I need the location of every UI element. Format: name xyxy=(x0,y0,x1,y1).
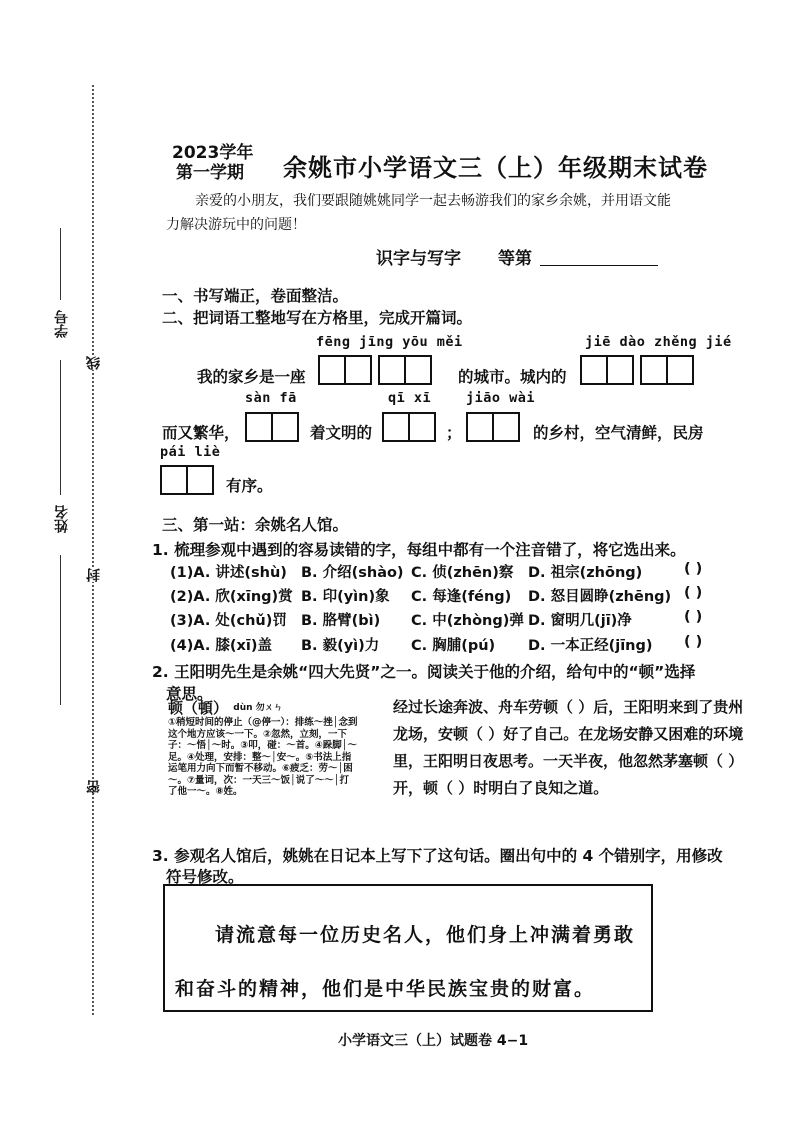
choice-option: C. 侦(zhēn)察 xyxy=(411,565,514,581)
answer-box[interactable] xyxy=(404,355,432,385)
pinyin-qixi: qī xī xyxy=(388,390,432,406)
diary-line-1: 请流意每一位历史名人，他们身上冲满着勇敢 xyxy=(215,924,636,946)
choice-option: D. 窗明几(jī)净 xyxy=(528,613,632,629)
choice-option: (3)A. 处(chǔ)罚 xyxy=(170,613,287,629)
dictionary-char: 顿（頓） xyxy=(168,700,229,717)
seal-mark-mi: 密 xyxy=(86,780,102,794)
sub-question-3-line-2: 符号修改。 xyxy=(166,868,244,886)
name-underline xyxy=(60,360,61,495)
boxes-fengjing-youmei xyxy=(318,355,438,385)
sentence-2d: 的乡村，空气清鲜，民房 xyxy=(533,424,704,442)
question-1: 一、书写端正，卷面整洁。 xyxy=(162,287,349,305)
answer-box[interactable] xyxy=(640,355,668,385)
name-label: 姓名 xyxy=(54,505,70,533)
answer-box[interactable] xyxy=(408,412,436,442)
sentence-2b: 着文明的 xyxy=(310,424,373,442)
choice-option: C. 中(zhòng)弹 xyxy=(411,613,524,629)
sub-question-2-line-1: 2. 王阳明先生是余姚“四大先贤”之一。阅读关于他的介绍，给句中的“顿”选择 xyxy=(152,663,696,681)
student-id-underline xyxy=(60,228,61,300)
sub-question-3-line-1: 3. 参观名人馆后，姚姚在日记本上写下了这句话。圈出句中的 4 个错别字，用修改 xyxy=(152,847,723,865)
seal-mark-feng: 封 xyxy=(86,568,102,582)
choice-option: D. 祖宗(zhōng) xyxy=(528,565,643,581)
answer-box[interactable] xyxy=(378,355,406,385)
choice-option: B. 毅(yì)力 xyxy=(301,638,380,654)
dictionary-entry xyxy=(168,700,358,840)
answer-parentheses[interactable]: ( ) xyxy=(684,561,703,577)
sentence-3a: 有序。 xyxy=(226,477,273,495)
answer-parentheses[interactable]: ( ) xyxy=(684,585,703,601)
answer-box[interactable] xyxy=(580,355,608,385)
answer-box[interactable] xyxy=(186,465,214,495)
sentence-2c: ； xyxy=(446,424,462,442)
question-3: 三、第一站：余姚名人馆。 xyxy=(162,516,349,534)
answer-box[interactable] xyxy=(245,412,273,442)
answer-box[interactable] xyxy=(160,465,188,495)
boxes-sanfa xyxy=(245,412,305,442)
section-title: 识字与写字 xyxy=(376,249,461,269)
choice-option: (1)A. 讲述(shù) xyxy=(170,565,287,581)
pinyin-pailie: pái liè xyxy=(160,444,221,460)
choice-option: C. 胸脯(pú) xyxy=(411,638,496,654)
choice-option: D. 一本正经(jīng) xyxy=(528,638,653,654)
boxes-jiaowai xyxy=(466,412,526,442)
pinyin-sanfa: sàn fā xyxy=(245,390,297,406)
choice-option: B. 介绍(shào) xyxy=(301,565,404,581)
choice-option: (4)A. 膝(xī)盖 xyxy=(170,638,272,654)
answer-box[interactable] xyxy=(666,355,694,385)
boxes-pailie xyxy=(160,465,220,495)
reading-passage: 经过长途奔波、舟车劳顿（ ）后，王阳明来到了贵州龙场，安顿（ ）好了自己。在龙场安静又困难的环境里，王阳明日夜思考。一天半夜，他忽然茅塞顿（ ）开，顿（ ）时明白了良知之道。 xyxy=(393,698,744,797)
answer-box[interactable] xyxy=(466,412,494,442)
choice-option: B. 胳臂(bì) xyxy=(301,613,381,629)
answer-box[interactable] xyxy=(492,412,520,442)
grade-blank[interactable] xyxy=(540,265,658,266)
sentence-2a: 而又繁华， xyxy=(162,424,240,442)
answer-box[interactable] xyxy=(606,355,634,385)
dictionary-headword xyxy=(168,700,358,717)
dictionary-body: ①稍短时间的停止（@停一）：排练～挫│念到这个地方应该～一下。②忽然，立刻，一下子：～悟│～时。③叩，碰：～首。④跺脚│～足。④处理，安排：整～│安～。⑤书法上指运笔用力向下而暂不移动。⑥疲乏：劳～│困～。⑦量词，次：一天三～饭│说了～～│打了他一～。⑧姓。 xyxy=(168,717,358,797)
page-footer: 小学语文三（上）试题卷 4−1 xyxy=(338,1033,529,1049)
class-underline xyxy=(60,555,61,705)
boxes-qixi xyxy=(382,412,442,442)
pinyin-jiedao: jiē dào zhěng jié xyxy=(585,334,732,350)
sentence-1a: 我的家乡是一座 xyxy=(197,368,306,386)
diary-line-2: 和奋斗的精神，他们是中华民族宝贵的财富。 xyxy=(175,978,596,1000)
intro-line-1: 亲爱的小朋友，我们要跟随姚姚同学一起去畅游我们的家乡余姚，并用语文能 xyxy=(195,193,671,209)
diary-sentence-box[interactable] xyxy=(163,884,653,1012)
pinyin-fengjing: fēng jīng yōu měi xyxy=(316,334,463,350)
choice-option: (2)A. 欣(xīng)赏 xyxy=(170,589,293,605)
question-2: 二、把词语工整地写在方格里，完成开篇词。 xyxy=(162,309,473,327)
sub-question-1: 1. 梳理参观中遇到的容易读错的字，每组中都有一个注音错了，将它选出来。 xyxy=(152,541,686,559)
pinyin-jiaowai: jiāo wài xyxy=(466,390,536,406)
sentence-1b: 的城市。城内的 xyxy=(458,368,567,386)
answer-box[interactable] xyxy=(318,355,346,385)
answer-box[interactable] xyxy=(344,355,372,385)
page-title: 余姚市小学语文三（上）年级期末试卷 xyxy=(283,154,708,182)
answer-parentheses[interactable]: ( ) xyxy=(684,609,703,625)
boxes-jiedao-zhengjie xyxy=(580,355,700,385)
choice-option: B. 印(yìn)象 xyxy=(301,589,390,605)
intro-line-2: 力解决游玩中的问题！ xyxy=(166,217,306,233)
choice-option: D. 怒目圆睁(zhēng) xyxy=(528,589,672,605)
answer-box[interactable] xyxy=(271,412,299,442)
answer-parentheses[interactable]: ( ) xyxy=(684,634,703,650)
binding-dotted-line xyxy=(92,85,94,1015)
student-id-label: 学号 xyxy=(54,310,70,338)
seal-mark-xian: 线 xyxy=(86,356,102,370)
grade-label: 等第 xyxy=(498,249,532,269)
choice-option: C. 每逢(féng) xyxy=(411,589,512,605)
school-year: 2023学年 xyxy=(172,143,254,163)
answer-box[interactable] xyxy=(382,412,410,442)
sub-question-2-line-2: 意思。 xyxy=(166,685,213,703)
dictionary-pinyin: dùn 勿ㄨㄣ xyxy=(233,703,283,713)
semester: 第一学期 xyxy=(176,163,244,183)
